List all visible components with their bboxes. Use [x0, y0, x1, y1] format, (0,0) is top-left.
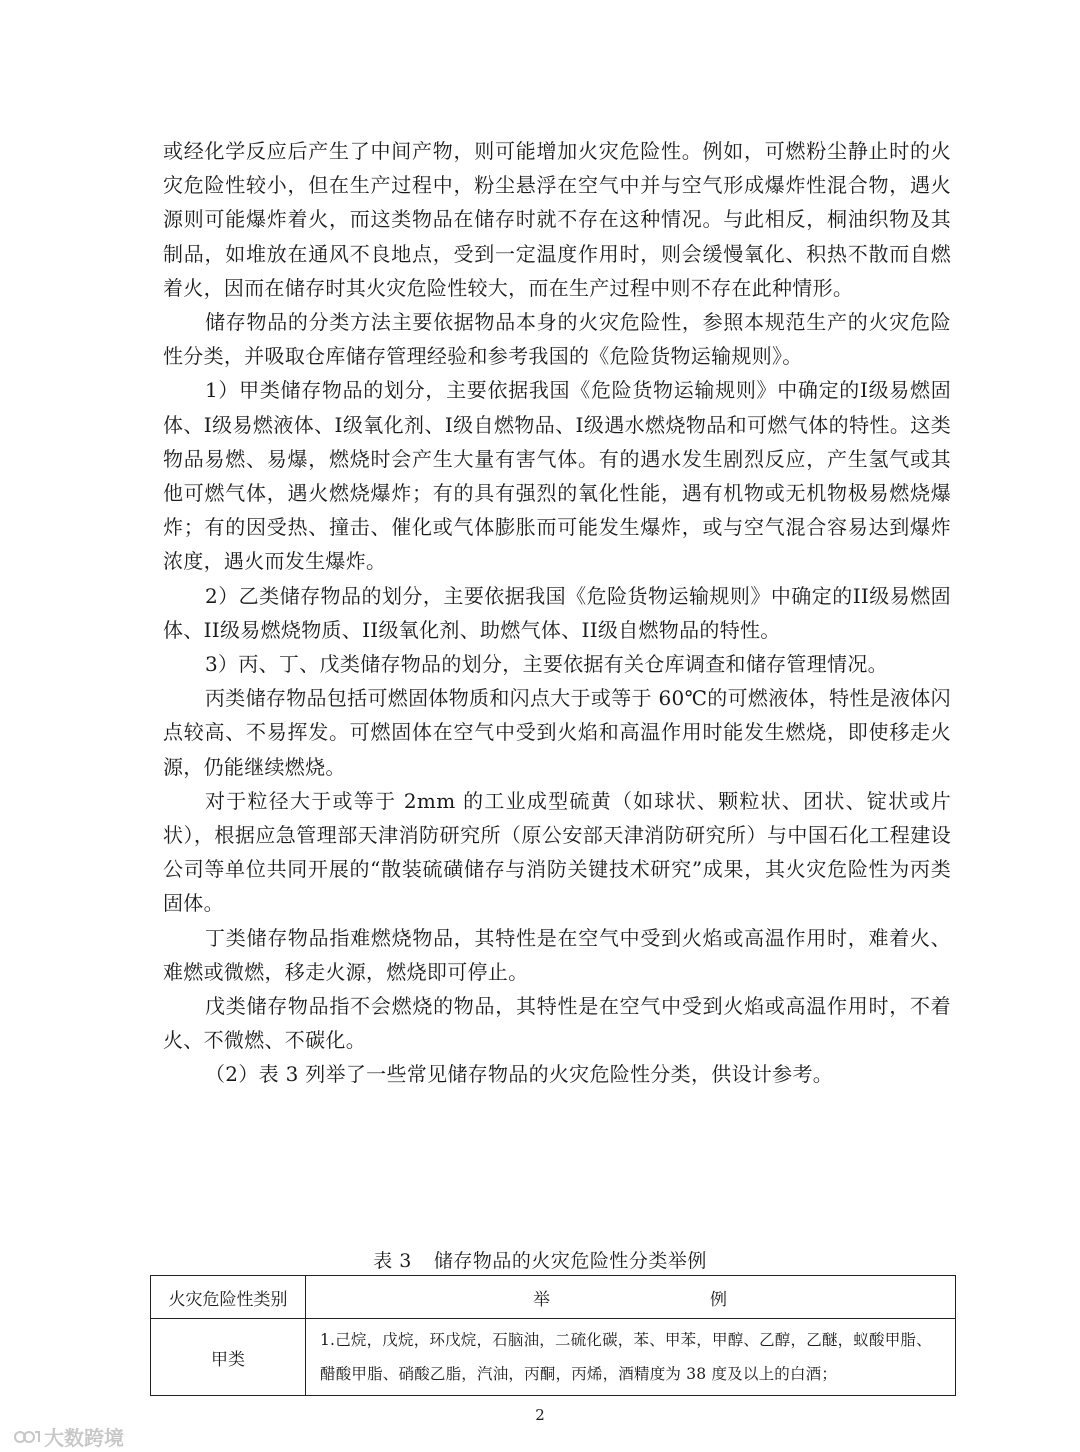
body-text [163, 134, 951, 1092]
table-caption-title: 储存物品的火灾危险性分类举例 [433, 1250, 707, 1272]
watermark-logo-icon [14, 1428, 40, 1446]
category-cell: 甲类 [151, 1319, 306, 1396]
header-examples: 举例 [306, 1276, 956, 1319]
paragraph: 丙类储存物品包括可燃固体物质和闪点大于或等于 60℃的可燃液体，特性是液体闪点较高、不易挥发。可燃固体在空气中受到火焰和高温作用时能发生燃烧，即使移走火源，仍能继续燃烧。 [163, 686, 951, 779]
watermark [14, 1422, 124, 1451]
paragraph: 丁类储存物品指难燃烧物品，其特性是在空气中受到火焰或高温作用时，难着火、难燃或微燃，移走火源，燃烧即可停止。 [163, 925, 951, 984]
header-category: 火灾危险性类别 [151, 1276, 306, 1319]
paragraph: 或经化学反应后产生了中间产物，则可能增加火灾危险性。例如，可燃粉尘静止时的火灾危险性较小，但在生产过程中，粉尘悬浮在空气中并与空气形成爆炸性混合物，遇火源则可能爆炸着火，而这类物品在储存时就不存在这种情况。与此相反，桐油织物及其制品，如堆放在通风不良地点，受到一定温度作用时，则会缓慢氧化、积热不散而自燃着火，因而在储存时其火灾危险性较大，而在生产过程中则不存在此种情形。 [163, 139, 951, 300]
table-header-row [151, 1276, 956, 1319]
paragraph: （2）表 3 列举了一些常见储存物品的火灾危险性分类，供设计参考。 [205, 1062, 834, 1087]
paragraph: 对于粒径大于或等于 2mm 的工业成型硫黄（如球状、颗粒状、团状、锭状或片状），根据应急管理部天津消防研究所（原公安部天津消防研究所）与中国石化工程建设公司等单位共同开展的“散装硫磺储存与消防关键技术研究”成果，其火灾危险性为丙类固体。 [163, 788, 951, 916]
paragraph: 1）甲类储存物品的划分，主要依据我国《危险货物运输规则》中确定的I级易燃固体、I级易燃液体、I级氧化剂、I级自燃物品、I级遇水燃烧物品和可燃气体的特性。这类物品易燃、易爆，燃烧时会产生大量有害气体。有的遇水发生剧烈反应，产生氢气或其他可燃气体，遇火燃烧爆炸；有的具有强烈的氧化性能，遇有机物或无机物极易燃烧爆炸；有的因受热、撞击、催化或气体膨胀而可能发生爆炸，或与空气混合容易达到爆炸浓度，遇火而发生爆炸。 [163, 378, 951, 574]
table-row [151, 1319, 956, 1396]
hazard-classification-table [150, 1275, 956, 1396]
table-caption [0, 1246, 1080, 1273]
watermark-text: 大数跨境 [44, 1426, 124, 1450]
paragraph: 戊类储存物品指不会燃烧的物品，其特性是在空气中受到火焰或高温作用时，不着火、不微燃、不碳化。 [163, 994, 951, 1053]
page-number: 2 [535, 1406, 545, 1424]
paragraph: 3）丙、丁、戊类储存物品的划分，主要依据有关仓库调查和储存管理情况。 [205, 652, 888, 677]
paragraph: 储存物品的分类方法主要依据物品本身的火灾危险性，参照本规范生产的火灾危险性分类，并吸取仓库储存管理经验和参考我国的《危险货物运输规则》。 [163, 310, 951, 369]
table-caption-label: 表 3 [373, 1250, 412, 1272]
paragraph: 2）乙类储存物品的划分，主要依据我国《危险货物运输规则》中确定的II级易燃固体、II级易燃烧物质、II级氧化剂、助燃气体、II级自燃物品的特性。 [163, 583, 951, 642]
examples-cell: 1.己烷，戊烷，环戊烷，石脑油，二硫化碳，苯、甲苯，甲醇、乙醇，乙醚，蚁酸甲脂、醋酸甲脂、硝酸乙脂，汽油，丙酮，丙烯，酒精度为 38 度及以上的白酒； [306, 1319, 956, 1396]
